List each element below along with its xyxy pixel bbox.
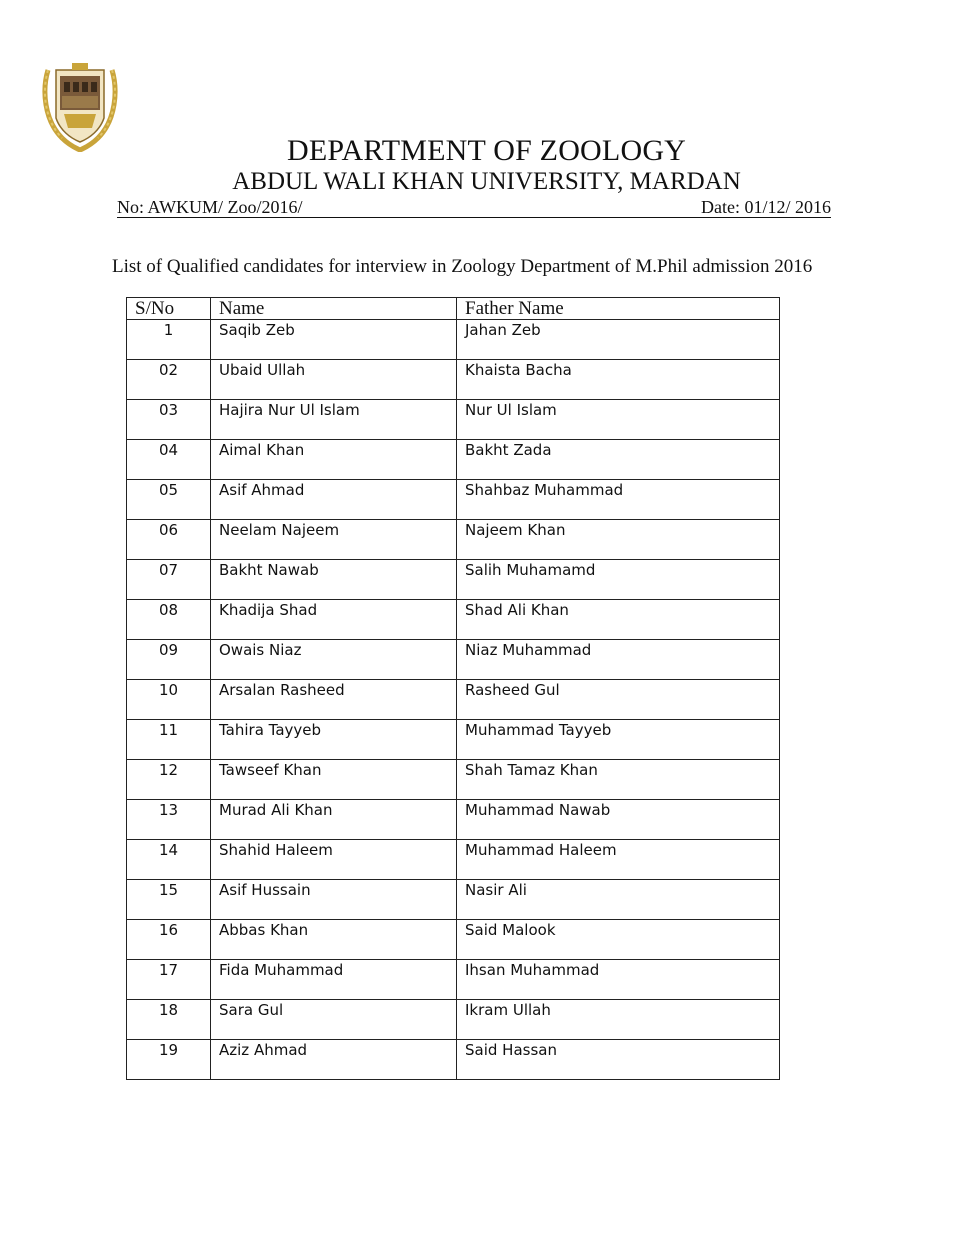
father-name: Shad Ali Khan xyxy=(457,600,780,640)
table-row xyxy=(127,720,780,760)
candidate-name: Murad Ali Khan xyxy=(211,800,457,840)
table-row xyxy=(127,600,780,640)
father-name: Rasheed Gul xyxy=(457,680,780,720)
candidate-name: Aziz Ahmad xyxy=(211,1040,457,1080)
candidate-name: Tawseef Khan xyxy=(211,760,457,800)
candidate-name: Shahid Haleem xyxy=(211,840,457,880)
column-header-father-name: Father Name xyxy=(457,298,780,320)
table-row xyxy=(127,520,780,560)
serial-number: 13 xyxy=(127,800,211,840)
serial-number: 09 xyxy=(127,640,211,680)
candidate-name: Asif Ahmad xyxy=(211,480,457,520)
table-row xyxy=(127,360,780,400)
reference-number: No: AWKUM/ Zoo/2016/ xyxy=(117,197,303,217)
father-name: Bakht Zada xyxy=(457,440,780,480)
serial-number: 17 xyxy=(127,960,211,1000)
table-row xyxy=(127,840,780,880)
father-name: Muhammad Haleem xyxy=(457,840,780,880)
serial-number: 11 xyxy=(127,720,211,760)
list-heading: List of Qualified candidates for interview in Zoology Department of M.Phil admission 2016 xyxy=(112,256,813,277)
father-name: Said Hassan xyxy=(457,1040,780,1080)
column-header-sno: S/No xyxy=(127,298,211,320)
father-name: Shahbaz Muhammad xyxy=(457,480,780,520)
table-row xyxy=(127,760,780,800)
serial-number: 05 xyxy=(127,480,211,520)
candidate-name: Abbas Khan xyxy=(211,920,457,960)
table-row xyxy=(127,680,780,720)
candidate-name: Fida Muhammad xyxy=(211,960,457,1000)
serial-number: 07 xyxy=(127,560,211,600)
candidate-name: Neelam Najeem xyxy=(211,520,457,560)
father-name: Nur Ul Islam xyxy=(457,400,780,440)
father-name: Ihsan Muhammad xyxy=(457,960,780,1000)
father-name: Ikram Ullah xyxy=(457,1000,780,1040)
father-name: Nasir Ali xyxy=(457,880,780,920)
father-name: Shah Tamaz Khan xyxy=(457,760,780,800)
table-row xyxy=(127,800,780,840)
table-header-row xyxy=(127,298,780,320)
table-row xyxy=(127,1000,780,1040)
serial-number: 04 xyxy=(127,440,211,480)
table-row xyxy=(127,920,780,960)
table-row xyxy=(127,1040,780,1080)
father-name: Jahan Zeb xyxy=(457,320,780,360)
table-row xyxy=(127,640,780,680)
document-date: Date: 01/12/ 2016 xyxy=(701,197,831,217)
serial-number: 19 xyxy=(127,1040,211,1080)
serial-number: 18 xyxy=(127,1000,211,1040)
table-row xyxy=(127,480,780,520)
father-name: Najeem Khan xyxy=(457,520,780,560)
table-row xyxy=(127,960,780,1000)
candidate-name: Tahira Tayyeb xyxy=(211,720,457,760)
serial-number: 02 xyxy=(127,360,211,400)
candidates-table xyxy=(126,297,780,1080)
father-name: Said Malook xyxy=(457,920,780,960)
father-name: Salih Muhamamd xyxy=(457,560,780,600)
candidate-name: Aimal Khan xyxy=(211,440,457,480)
reference-line xyxy=(117,197,831,218)
father-name: Muhammad Nawab xyxy=(457,800,780,840)
candidate-name: Ubaid Ullah xyxy=(211,360,457,400)
father-name: Khaista Bacha xyxy=(457,360,780,400)
candidate-name: Hajira Nur Ul Islam xyxy=(211,400,457,440)
candidate-name: Owais Niaz xyxy=(211,640,457,680)
serial-number: 12 xyxy=(127,760,211,800)
table-row xyxy=(127,400,780,440)
father-name: Niaz Muhammad xyxy=(457,640,780,680)
table-row xyxy=(127,880,780,920)
father-name: Muhammad Tayyeb xyxy=(457,720,780,760)
table-row xyxy=(127,440,780,480)
table-row xyxy=(127,320,780,360)
column-header-name: Name xyxy=(211,298,457,320)
department-title: DEPARTMENT OF ZOOLOGY xyxy=(286,134,687,167)
serial-number: 16 xyxy=(127,920,211,960)
serial-number: 14 xyxy=(127,840,211,880)
serial-number: 06 xyxy=(127,520,211,560)
candidate-name: Sara Gul xyxy=(211,1000,457,1040)
serial-number: 15 xyxy=(127,880,211,920)
candidate-name: Bakht Nawab xyxy=(211,560,457,600)
candidate-name: Saqib Zeb xyxy=(211,320,457,360)
university-name: ABDUL WALI KHAN UNIVERSITY, MARDAN xyxy=(232,168,741,195)
serial-number: 08 xyxy=(127,600,211,640)
candidate-name: Asif Hussain xyxy=(211,880,457,920)
candidate-name: Arsalan Rasheed xyxy=(211,680,457,720)
candidate-name: Khadija Shad xyxy=(211,600,457,640)
serial-number: 10 xyxy=(127,680,211,720)
serial-number: 1 xyxy=(127,320,211,360)
table-row xyxy=(127,560,780,600)
serial-number: 03 xyxy=(127,400,211,440)
